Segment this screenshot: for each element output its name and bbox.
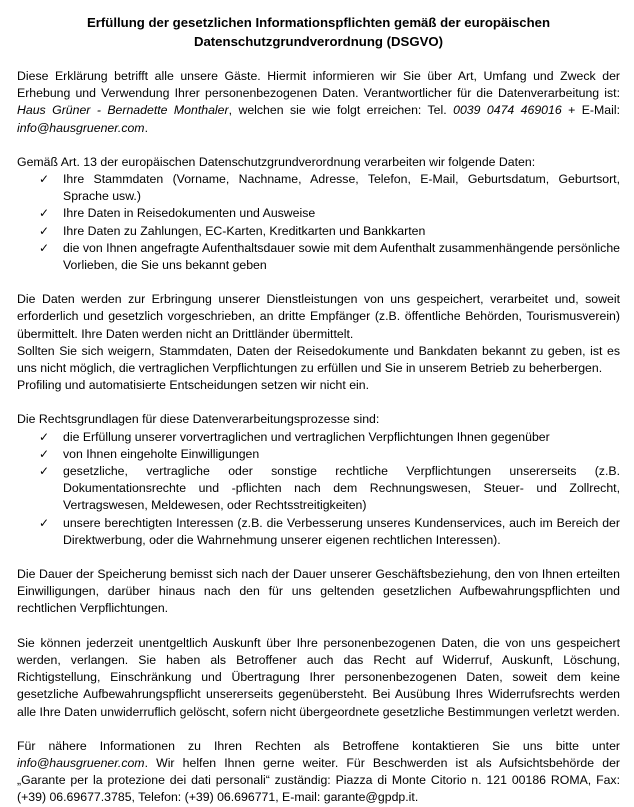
list-item	[17, 240, 620, 274]
contact-paragraph	[17, 738, 620, 807]
list-item-text: unsere berechtigten Interessen (z.B. die Verbesserung unseres Kundenservices, auch im Bereich der Direktwerbung, oder die Wahrnehmung unserer eigenen rechtlichen Interessen).	[63, 515, 620, 547]
list-item-text: die von Ihnen angefragte Aufenthaltsdauer sowie mit dem Aufenthalt zusammenhängende persönliche Vorlieben, die Sie uns bekannt geben	[63, 240, 620, 273]
controller-phone: 0039 0474 469016	[453, 103, 562, 118]
contact-text-1: Für nähere Informationen zu Ihren Rechten als Betroffene kontaktieren Sie uns bitte unter	[17, 738, 620, 753]
storage-section	[17, 291, 620, 394]
retention-paragraph: Die Dauer der Speicherung bemisst sich nach der Dauer unserer Geschäftsbeziehung, den von Ihnen erteilten Einwilligungen, darüber hinaus nach den für uns geltenden gesetzlichen Aufbewahrungspflichten und rechtlichen Verpflichtungen.	[17, 567, 620, 616]
data-categories-lead: Gemäß Art. 13 der europäischen Datenschutzgrundverordnung verarbeiten wir folgende Daten:	[17, 154, 536, 169]
check-icon: ✓	[39, 223, 50, 238]
list-item-text: Ihre Daten zu Zahlungen, EC-Karten, Kreditkarten und Bankkarten	[63, 223, 426, 238]
data-categories-list	[17, 171, 620, 274]
intro-text-2: , welchen sie wie folgt erreichen: Tel.	[228, 103, 454, 118]
intro-text-4: .	[144, 120, 148, 135]
list-item	[17, 446, 620, 463]
check-icon: ✓	[39, 206, 50, 221]
list-item	[17, 205, 620, 222]
list-item-text: Ihre Daten in Reisedokumenten und Ausweise	[63, 206, 316, 221]
check-icon: ✓	[39, 429, 50, 444]
title-line-2: Datenschutzgrundverordnung (DSGVO)	[193, 33, 444, 49]
list-item	[17, 463, 620, 515]
list-item	[17, 223, 620, 240]
controller-email: info@hausgruener.com	[17, 120, 145, 135]
storage-paragraph-2: Sollten Sie sich weigern, Stammdaten, Daten der Reisedokumente und Bankdaten bekannt zu geben, ist es uns nicht möglich, die vertraglichen Verpflichtungen zu erfüllen und Sie in unserem Betrieb zu beherbergen.	[17, 343, 620, 376]
check-icon: ✓	[39, 240, 50, 255]
contact-email: info@hausgruener.com	[17, 755, 145, 770]
rights-paragraph: Sie können jederzeit unentgeltlich Auskunft über Ihre personenbezogenen Daten, die von uns gespeichert werden, verlangen. Sie haben als Betroffener auch das Recht auf Widerruf, Auskunft, Löschung, Richtigstellung, Einschränkung und Übertragung Ihrer personenbezogenen Daten, soweit dem keine gesetzliche Aufbewahrungspflicht unsererseits gegenübersteht. Bei Ausübung Ihres Widerrufsrechts werden alle Ihre Daten unwiderruflich gelöscht, sofern nicht übergeordnete gesetzliche Bestimmungen verletzt werden.	[17, 635, 620, 719]
list-item-text: Ihre Stammdaten (Vorname, Nachname, Adresse, Telefon, E-Mail, Geburtsdatum, Geburtsort, Sprache usw.)	[63, 172, 620, 204]
intro-text-3: + E-Mail:	[561, 103, 620, 118]
controller-name: Haus Grüner - Bernadette Monthaler	[17, 103, 229, 118]
title-line-1: Erfüllung der gesetzlichen Informationspflichten gemäß der europäischen	[86, 15, 551, 30]
list-item	[17, 429, 620, 446]
check-icon: ✓	[39, 464, 50, 479]
list-item-text: von Ihnen eingeholte Einwilligungen	[63, 446, 260, 461]
intro-paragraph	[17, 68, 620, 137]
storage-paragraph-1: Die Daten werden zur Erbringung unserer Dienstleistungen von uns gespeichert, verarbeitet und, soweit erforderlich und gesetzlich vorgeschrieben, an dritte Empfänger (z.B. öffentliche Behörden, Tourismusverein) übermittelt. Ihre Daten werden nicht an Drittländer übermittelt.	[17, 292, 620, 341]
data-categories-section	[17, 154, 620, 274]
check-icon: ✓	[39, 515, 50, 530]
list-item-text: die Erfüllung unserer vorvertraglichen und vertraglichen Verpflichtungen Ihnen gegenüber	[63, 429, 550, 444]
legal-basis-lead: Die Rechtsgrundlagen für diese Datenverarbeitungsprozesse sind:	[17, 412, 380, 427]
list-item	[17, 515, 620, 549]
list-item-text: gesetzliche, vertragliche oder sonstige rechtliche Verpflichtungen unsererseits (z.B. Dokumentationsrechte und -pflichten nach dem Rechnungswesen, Steuer- und Zollrecht, Vertragswesen, Meldewesen, oder Rechtsstreitigkeiten)	[63, 464, 620, 513]
legal-basis-section	[17, 411, 620, 549]
intro-text-1: Diese Erklärung betrifft alle unsere Gäste. Hiermit informieren wir Sie über Art, Umfang und Zweck der Erhebung und Verwendung Ihrer personenbezogenen Daten. Verantwortlicher für die Datenverarbeitung ist:	[17, 69, 620, 101]
storage-paragraph-3: Profiling und automatisierte Entscheidungen setzen wir nicht ein.	[17, 378, 370, 393]
document-title	[17, 14, 620, 51]
check-icon: ✓	[39, 446, 50, 461]
check-icon: ✓	[39, 172, 50, 187]
contact-text-2: . Wir helfen Ihnen gerne weiter. Für Beschwerden ist als Aufsichtsbehörde der „Garante per la protezione dei dati personali“ zuständig: Piazza di Monte Citorio n. 121 00186 ROMA, Fax: (+39) 06.69677.3785, Telefon: (+39) 06.696771, E-mail: garante@gpdp.it.	[17, 755, 620, 805]
list-item	[17, 171, 620, 205]
legal-basis-list	[17, 429, 620, 549]
